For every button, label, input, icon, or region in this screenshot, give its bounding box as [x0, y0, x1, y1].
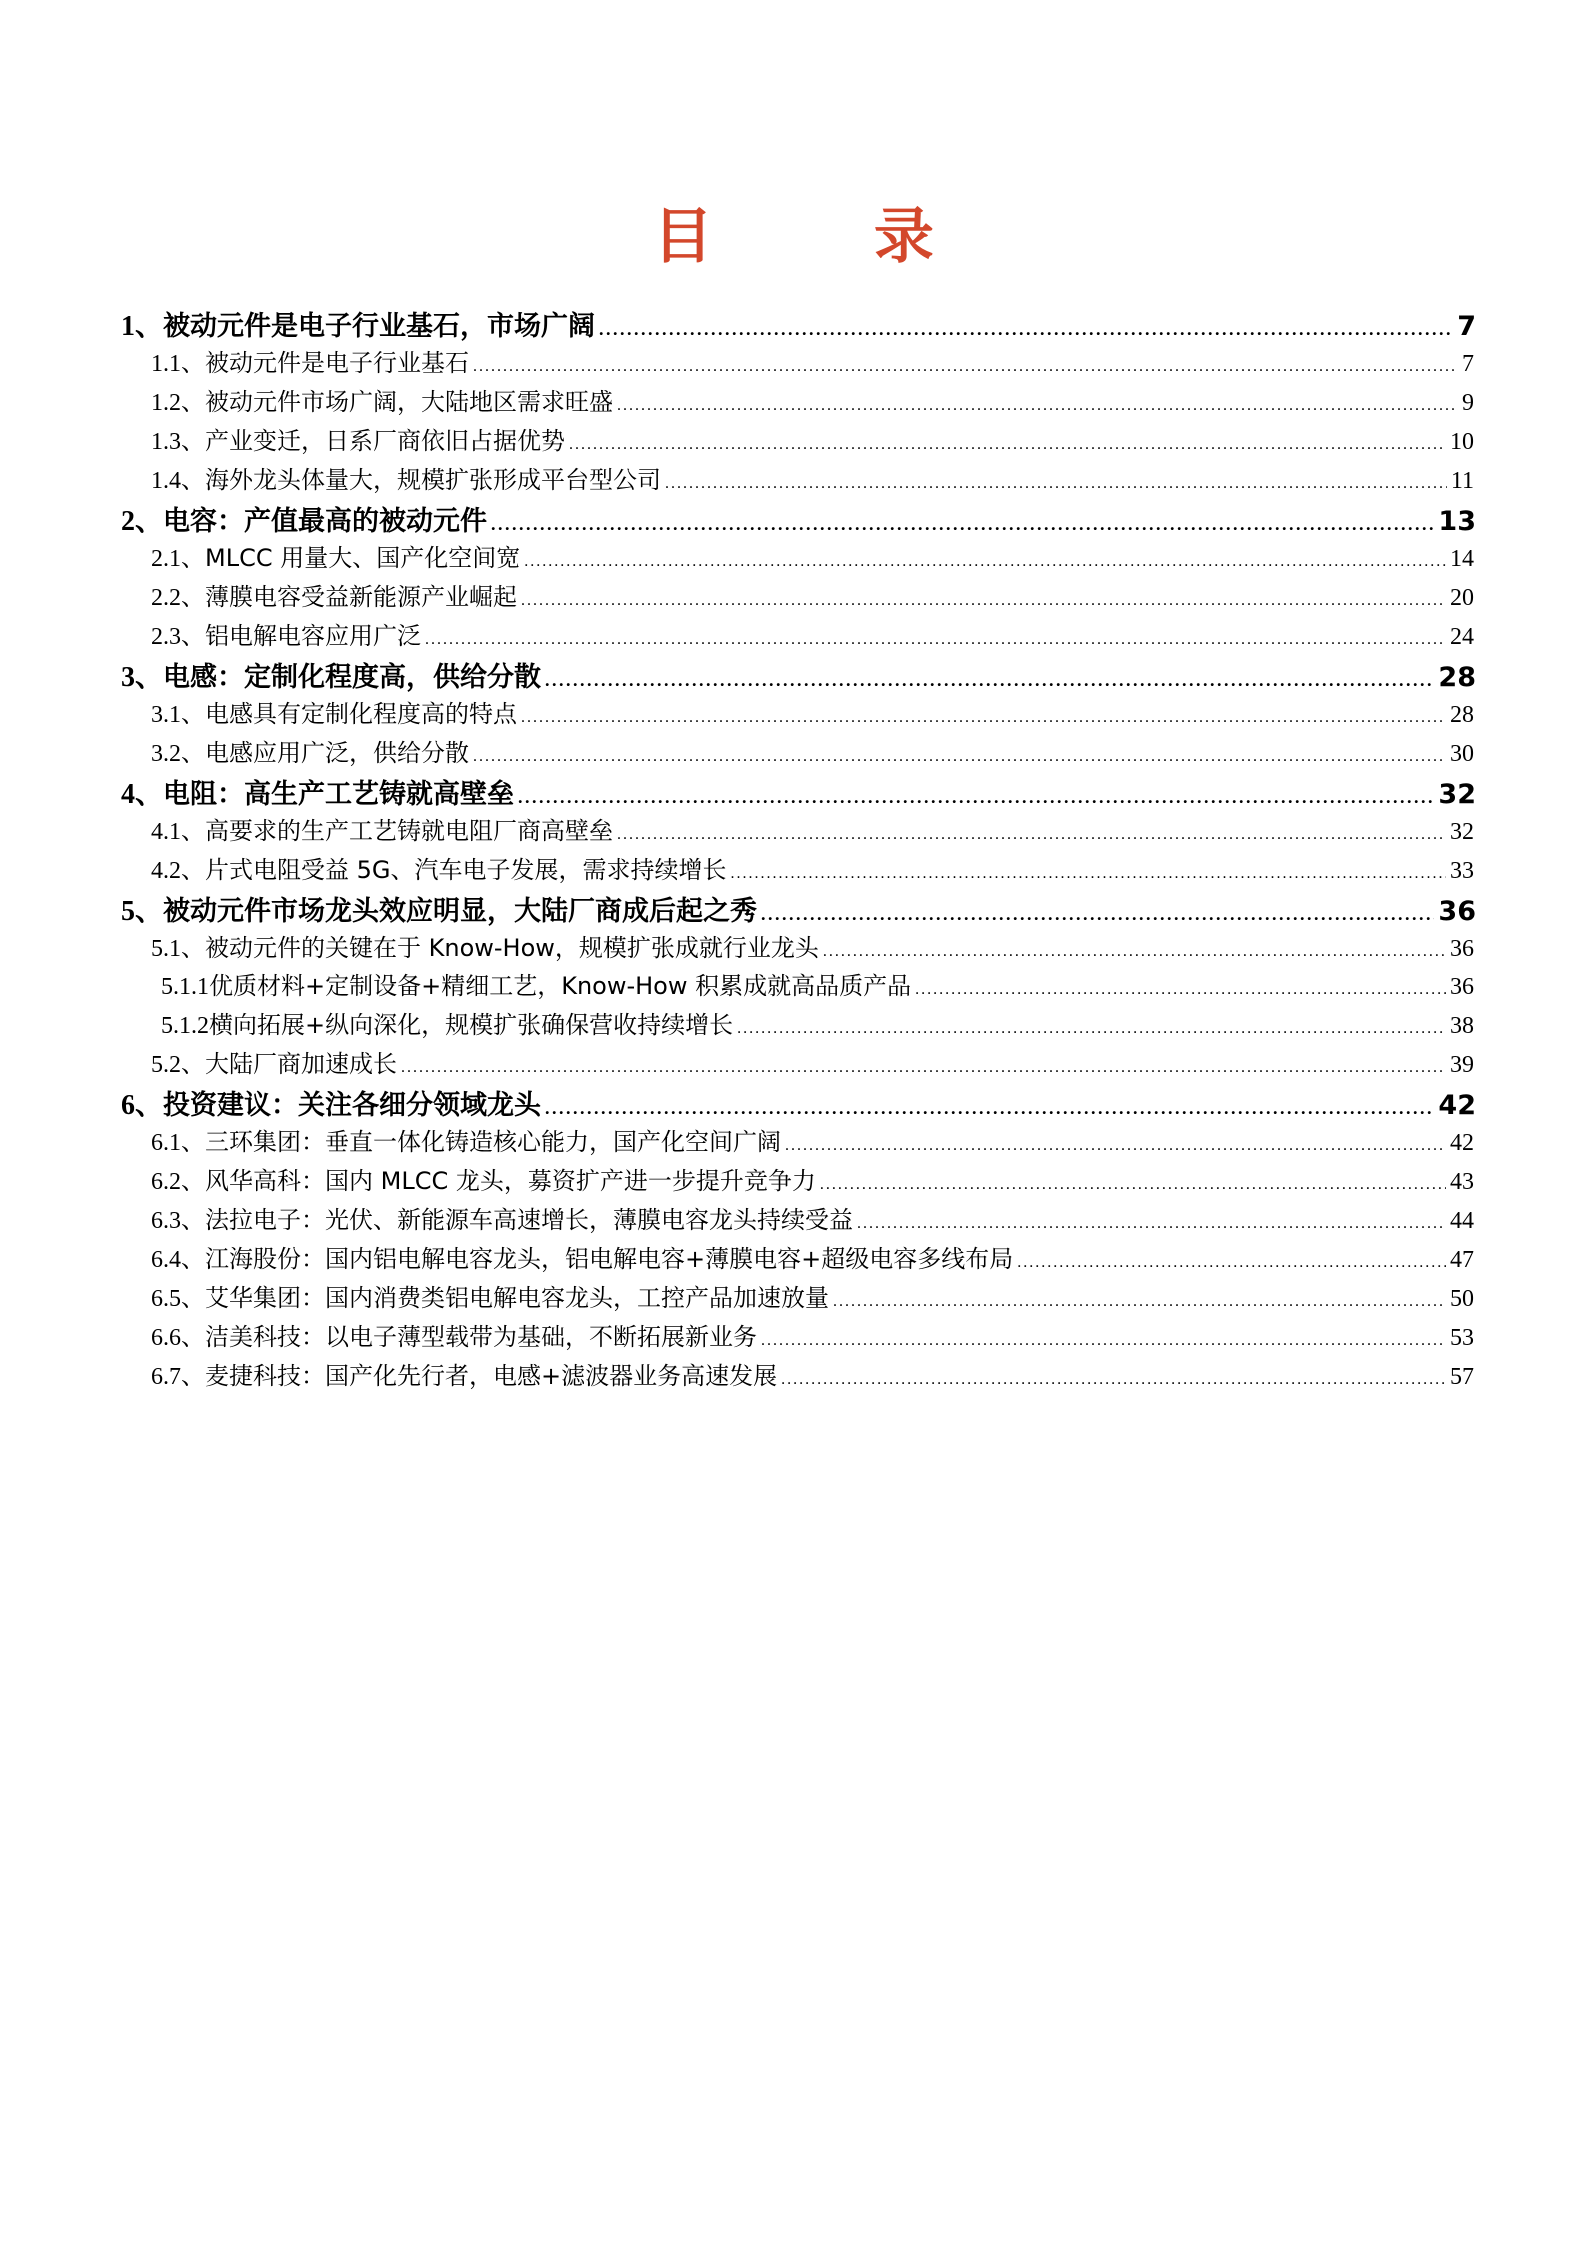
toc-entry-page-number: 36 [1450, 936, 1474, 962]
toc-entry-number: 2.2、 [151, 585, 205, 611]
toc-dot-leader [545, 670, 1434, 691]
toc-entry-page-number: 43 [1450, 1169, 1474, 1195]
toc-entry-page-number: 14 [1450, 546, 1474, 572]
toc-entry-level1[interactable] [0, 655, 1587, 695]
toc-entry-number: 6.1、 [151, 1130, 205, 1156]
toc-entry-label: 薄膜电容受益新能源产业崛起 [205, 583, 517, 611]
toc-entry-label: 麦捷科技：国产化先行者，电感+滤波器业务高速发展 [205, 1362, 778, 1390]
toc-entry-level1[interactable] [0, 889, 1587, 929]
toc-entry-number: 1.2、 [151, 390, 205, 416]
toc-entry-page-number: 39 [1450, 1052, 1474, 1078]
toc-entry-page-number: 33 [1450, 858, 1474, 884]
toc-entry-label: 优质材料+定制设备+精细工艺，Know-How 积累成就高品质产品 [209, 972, 912, 1000]
toc-entry-page-number: 20 [1450, 585, 1474, 611]
toc-entry-level2[interactable] [0, 1356, 1587, 1395]
toc-entry-page-number: 9 [1462, 390, 1474, 416]
toc-entry-label: 横向拓展+纵向深化，规模扩张确保营收持续增长 [209, 1011, 734, 1039]
toc-entry-label: 海外龙头体量大，规模扩张形成平台型公司 [205, 466, 661, 494]
toc-entry-number: 2.1、 [151, 546, 205, 572]
toc-entry-number: 1.1、 [151, 351, 205, 377]
toc-entry-label: MLCC 用量大、国产化空间宽 [205, 544, 521, 572]
toc-entry-level2[interactable] [0, 928, 1587, 967]
toc-entry-page-number: 44 [1450, 1208, 1474, 1234]
toc-entry-page-number: 36 [1450, 974, 1474, 1000]
toc-entry-label: 江海股份：国内铝电解电容龙头，铝电解电容+薄膜电容+超级电容多线布局 [205, 1245, 1014, 1273]
toc-entry-page-number: 7 [1462, 351, 1474, 377]
toc-entry-number: 6.6、 [151, 1325, 205, 1351]
toc-entry-page-number: 42 [1438, 1090, 1476, 1121]
toc-dot-leader [823, 943, 1446, 961]
toc-entry-label: 三环集团：垂直一体化铸造核心能力，国产化空间广阔 [205, 1128, 781, 1156]
toc-entry-label: 电感：定制化程度高，供给分散 [163, 662, 542, 693]
toc-entry-number: 1.4、 [151, 468, 205, 494]
toc-entry-label: 大陆厂商加速成长 [205, 1050, 397, 1078]
toc-entry-page-number: 47 [1450, 1247, 1474, 1273]
toc-entry-page-number: 32 [1450, 819, 1474, 845]
toc-entry-number: 3.1、 [151, 702, 205, 728]
toc-dot-leader [731, 865, 1447, 883]
toc-entry-number: 3.2、 [151, 741, 205, 767]
toc-dot-leader [401, 1059, 1446, 1077]
toc-entry-level1[interactable] [0, 499, 1587, 539]
toc-dot-leader [785, 1137, 1446, 1155]
toc-entry-label: 高要求的生产工艺铸就电阻厂商高壁垒 [205, 817, 613, 845]
toc-entry-number: 4、 [121, 779, 164, 810]
toc-entry-page-number: 38 [1450, 1013, 1474, 1039]
toc-entry-page-number: 28 [1450, 702, 1474, 728]
toc-dot-leader [665, 475, 1447, 493]
toc-entry-page-number: 50 [1450, 1286, 1474, 1312]
toc-entry-level2[interactable] [0, 616, 1587, 655]
toc-entry-level2[interactable] [0, 733, 1587, 772]
toc-entry-number: 6.2、 [151, 1169, 205, 1195]
toc-entry-page-number: 28 [1438, 662, 1476, 693]
toc-entry-page-number: 57 [1450, 1364, 1474, 1390]
toc-dot-leader [473, 748, 1446, 766]
toc-dot-leader [518, 787, 1434, 808]
toc-entry-page-number: 42 [1450, 1130, 1474, 1156]
toc-entry-level2[interactable] [0, 1122, 1587, 1161]
toc-dot-leader [524, 553, 1446, 571]
toc-entry-label: 被动元件是电子行业基石 [205, 349, 469, 377]
toc-entry-number: 6.4、 [151, 1247, 205, 1273]
toc-entry-page-number: 13 [1438, 506, 1476, 537]
toc-entry-label: 被动元件的关键在于 Know-How，规模扩张成就行业龙头 [205, 934, 819, 962]
toc-entry-level2[interactable] [0, 811, 1587, 850]
toc-dot-leader [915, 981, 1446, 999]
toc-entry-page-number: 36 [1438, 896, 1476, 927]
toc-entry-number: 5.1.2 [161, 1013, 209, 1039]
toc-entry-level2[interactable] [0, 1239, 1587, 1278]
toc-entry-page-number: 11 [1450, 468, 1474, 494]
toc-entry-label: 法拉电子：光伏、新能源车高速增长，薄膜电容龙头持续受益 [205, 1206, 853, 1234]
toc-entry-label: 被动元件市场广阔，大陆地区需求旺盛 [205, 388, 613, 416]
toc-dot-leader [1017, 1254, 1446, 1272]
toc-entry-number: 4.2、 [151, 858, 205, 884]
toc-entry-page-number: 30 [1450, 741, 1474, 767]
toc-entry-number: 6.5、 [151, 1286, 205, 1312]
toc-entry-level2[interactable] [0, 850, 1587, 889]
toc-entry-label: 被动元件是电子行业基石，市场广阔 [163, 311, 596, 342]
toc-dot-leader [781, 1371, 1446, 1389]
toc-entry-level2[interactable] [0, 577, 1587, 616]
toc-entry-label: 铝电解电容应用广泛 [205, 622, 421, 650]
toc-entry-level1[interactable] [0, 1083, 1587, 1123]
toc-dot-leader [491, 514, 1434, 535]
toc-entry-number: 2.3、 [151, 624, 205, 650]
toc-dot-leader [617, 826, 1446, 844]
toc-entry-label: 电感具有定制化程度高的特点 [205, 700, 517, 728]
toc-entry-label: 艾华集团：国内消费类铝电解电容龙头，工控产品加速放量 [205, 1284, 829, 1312]
toc-entry-level2[interactable] [0, 694, 1587, 733]
toc-entry-number: 5.1、 [151, 936, 205, 962]
toc-entry-label: 洁美科技：以电子薄型载带为基础，不断拓展新业务 [205, 1323, 757, 1351]
toc-entry-level2[interactable] [0, 1278, 1587, 1317]
toc-entry-level2[interactable] [0, 382, 1587, 421]
toc-entry-level3[interactable] [0, 966, 1587, 1005]
toc-entry-level2[interactable] [0, 460, 1587, 499]
toc-dot-leader [545, 1098, 1434, 1119]
toc-entry-page-number: 7 [1457, 311, 1476, 342]
toc-entry-number: 1.3、 [151, 429, 205, 455]
toc-entry-number: 5、 [121, 896, 164, 927]
toc-entry-number: 2、 [121, 506, 164, 537]
toc-entry-number: 6、 [121, 1090, 164, 1121]
toc-dot-leader [617, 397, 1458, 415]
toc-dot-leader [857, 1215, 1446, 1233]
toc-dot-leader [569, 436, 1446, 454]
toc-entry-label: 风华高科：国内 MLCC 龙头，募资扩产进一步提升竞争力 [205, 1167, 816, 1195]
toc-entry-number: 5.1.1 [161, 974, 209, 1000]
toc-entry-level2[interactable] [0, 421, 1587, 460]
toc-entry-page-number: 24 [1450, 624, 1474, 650]
toc-entry-level1[interactable] [0, 304, 1587, 344]
toc-dot-leader [761, 904, 1434, 925]
toc-entry-label: 被动元件市场龙头效应明显，大陆厂商成后起之秀 [163, 896, 758, 927]
toc-entry-number: 5.2、 [151, 1052, 205, 1078]
toc-dot-leader [761, 1332, 1446, 1350]
toc-entry-label: 投资建议：关注各细分领域龙头 [163, 1090, 542, 1121]
toc-entry-level2[interactable] [0, 343, 1587, 382]
toc-dot-leader [820, 1176, 1446, 1194]
toc-entry-level2[interactable] [0, 1161, 1587, 1200]
toc-entry-level2[interactable] [0, 1317, 1587, 1356]
toc-dot-leader [521, 709, 1446, 727]
toc-entry-number: 3、 [121, 662, 164, 693]
toc-entry-level2[interactable] [0, 1044, 1587, 1083]
toc-entry-number: 4.1、 [151, 819, 205, 845]
toc-entry-level2[interactable] [0, 1200, 1587, 1239]
toc-entry-page-number: 32 [1438, 779, 1476, 810]
toc-entry-level3[interactable] [0, 1005, 1587, 1044]
toc-entry-label: 产业变迁，日系厂商依旧占据优势 [205, 427, 565, 455]
toc-entry-label: 电感应用广泛，供给分散 [205, 739, 469, 767]
toc-entry-label: 片式电阻受益 5G、汽车电子发展，需求持续增长 [205, 856, 727, 884]
toc-entry-page-number: 10 [1450, 429, 1474, 455]
toc-dot-leader [599, 319, 1453, 340]
toc-entry-number: 6.7、 [151, 1364, 205, 1390]
toc-entry-number: 6.3、 [151, 1208, 205, 1234]
toc-entry-number: 1、 [121, 311, 164, 342]
toc-dot-leader [833, 1293, 1446, 1311]
toc-entry-level2[interactable] [0, 538, 1587, 577]
toc-entry-level1[interactable] [0, 772, 1587, 812]
toc-entry-page-number: 53 [1450, 1325, 1474, 1351]
toc-dot-leader [521, 592, 1446, 610]
toc-dot-leader [737, 1020, 1446, 1038]
toc-dot-leader [473, 358, 1458, 376]
toc-dot-leader [425, 631, 1446, 649]
toc-entry-label: 电阻：高生产工艺铸就高壁垒 [163, 779, 515, 810]
toc-entry-label: 电容：产值最高的被动元件 [163, 506, 488, 537]
toc-title: 目 录 [653, 202, 1004, 272]
